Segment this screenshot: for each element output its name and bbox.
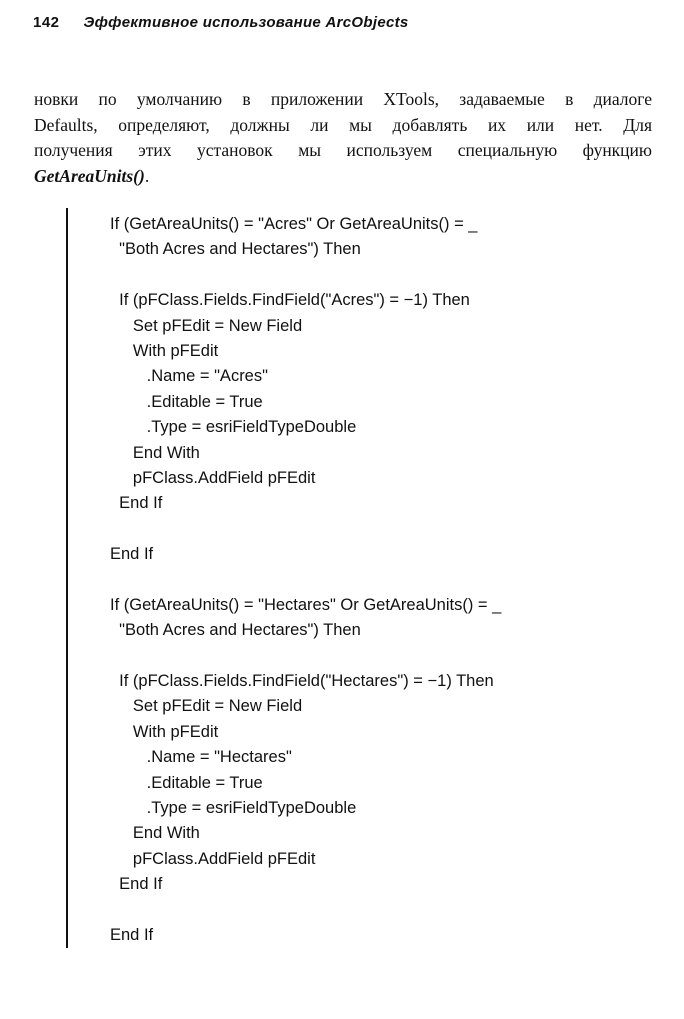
code-line [110,517,650,542]
code-line [110,644,650,669]
running-title: Эффективное использование ArcObjects [83,14,409,31]
code-line: Set pFEdit = New Field [110,316,303,335]
code-listing [110,212,650,948]
code-line: pFClass.AddField pFEdit [110,849,316,868]
code-line [110,567,650,592]
page-number: 142 [33,14,60,31]
paragraph-line: Defaults, определяют, должны ли мы добавлять их или нет. Для [34,114,652,135]
code-line: With pFEdit [110,341,219,360]
paragraph-trailing-punctuation: . [144,165,150,186]
code-line: .Name = "Acres" [110,367,268,386]
code-line: "Both Acres and Hectares") Then [110,240,361,259]
code-line: .Editable = True [110,392,263,411]
code-line: .Type = esriFieldTypeDouble [110,798,357,817]
code-line: If (GetAreaUnits() = "Hectares" Or GetAreaUnits() = _ [110,595,502,614]
code-line: If (pFClass.Fields.FindField("Hectares") = −1) Then [110,672,494,691]
code-line: .Name = "Hectares" [110,748,292,767]
code-line: "Both Acres and Hectares") Then [110,621,361,640]
paragraph-last-line [34,164,652,190]
code-line: End If [110,494,163,513]
code-line: With pFEdit [110,722,219,741]
paragraph-line: получения этих установок мы используем специальную функцию [34,140,652,160]
code-line: Set pFEdit = New Field [110,697,303,716]
page-header [33,14,653,38]
code-line: If (GetAreaUnits() = "Acres" Or GetAreaUnits() = _ [110,215,478,233]
paragraph-line: новки по умолчанию в приложении XTools, задаваемые в диалоге [34,89,652,109]
code-line: End If [110,545,154,564]
code-line: pFClass.AddField pFEdit [110,468,316,487]
code-line [110,263,650,288]
code-line: End If [110,925,154,944]
code-line: End With [110,824,200,843]
code-line: .Editable = True [110,773,263,792]
code-line: End With [110,443,200,462]
body-paragraph [34,87,652,189]
code-line [110,898,650,923]
function-name: GetAreaUnits() [34,165,145,186]
code-line: End If [110,875,163,894]
code-margin-rule [66,208,68,948]
code-line: .Type = esriFieldTypeDouble [110,418,357,437]
code-line: If (pFClass.Fields.FindField("Acres") = −1) Then [110,291,470,310]
